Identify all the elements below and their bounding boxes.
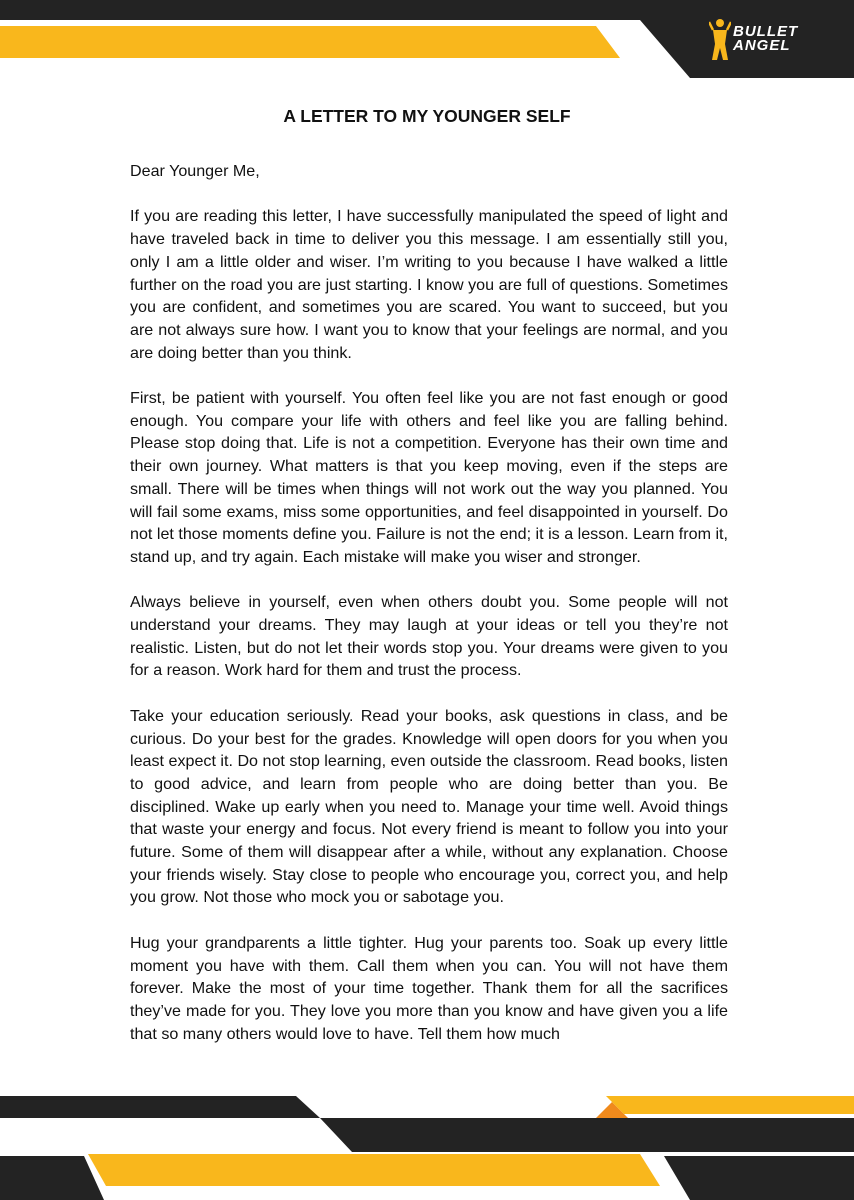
brand-logo (703, 14, 813, 66)
footer-dark-bottom (0, 1156, 104, 1200)
logo-word-bottom: ANGEL (733, 37, 791, 54)
letter-paragraph: First, be patient with yourself. You often feel like you are not fast enough or good enough. You compare your life with others and feel like you are falling behind. Please stop doing that. Life is not a competition. Everyone has their own time and their own journey. What matters is that you keep moving, even if the steps are small. There will be times when things will not work out the way you planned. You will fail some exams, miss some opportunities, and feel disappointed in yourself. Do not let those moments define you. Failure is not the end; it is a lesson. Learn from it, stand up, and try again. Each mistake will make you wiser and stronger. (130, 389, 728, 566)
page-title: A LETTER TO MY YOUNGER SELF (283, 106, 571, 126)
letter-paragraph: Always believe in yourself, even when others doubt you. Some people will not understand your dreams. They may laugh at your ideas or tell you they’re not realistic. Listen, but do not let their words stop you. Your dreams were given to you for a reason. Work hard for them and trust the process. (130, 593, 728, 680)
footer-yellow-wedge (606, 1096, 854, 1114)
footer-banner (0, 1096, 854, 1200)
footer-dark-right-bottom (664, 1156, 854, 1200)
footer-yellow-stripe (88, 1154, 660, 1186)
letter-body (130, 160, 728, 1068)
athlete-icon (709, 18, 731, 62)
footer-dark-band-right (320, 1118, 854, 1152)
header-hatch-strip (4, 34, 578, 52)
letter-greeting: Dear Younger Me, (130, 162, 260, 180)
logo-word-top: BULLET (733, 23, 799, 40)
letter-paragraph: Hug your grandparents a little tighter. Hug your parents too. Soak up every little moment you have with them. Call them when you can. You will not have them forever. Make the most of your time together. Thank them for all the sacrifices they’ve made for you. They love you more than you know and have given you a life that so many others would love to have. Tell them how much (130, 933, 728, 1043)
letter-paragraph: Take your education seriously. Read your books, ask questions in class, and be curious. Do your best for the grades. Knowledge will open doors for you when you least expect it. Do not stop learning, even outside the classroom. Read books, listen to good advice, and learn from people who are doing better than you. Be disciplined. Wake up early when you need to. Manage your time well. Avoid things that waste your energy and focus. Not every friend is meant to follow you into your future. Some of them will disappear after a while, without any explanation. Choose your friends wisely. Stay close to people who encourage you, correct you, and help you grow. Not those who mock you or sabotage you. (130, 706, 728, 907)
footer-dark-band-left (0, 1096, 320, 1118)
letter-paragraph: If you are reading this letter, I have successfully manipulated the speed of light and have traveled back in time to deliver you this message. I am essentially still you, only I am a little older and wiser. I’m writing to you because I have walked a little further on the road you are just starting. I know you are full of questions. Sometimes you are confident, and sometimes you are scared. You want to succeed, but you are not always sure how. I want you to know that your feelings are normal, and you are doing better than you think. (130, 207, 728, 362)
